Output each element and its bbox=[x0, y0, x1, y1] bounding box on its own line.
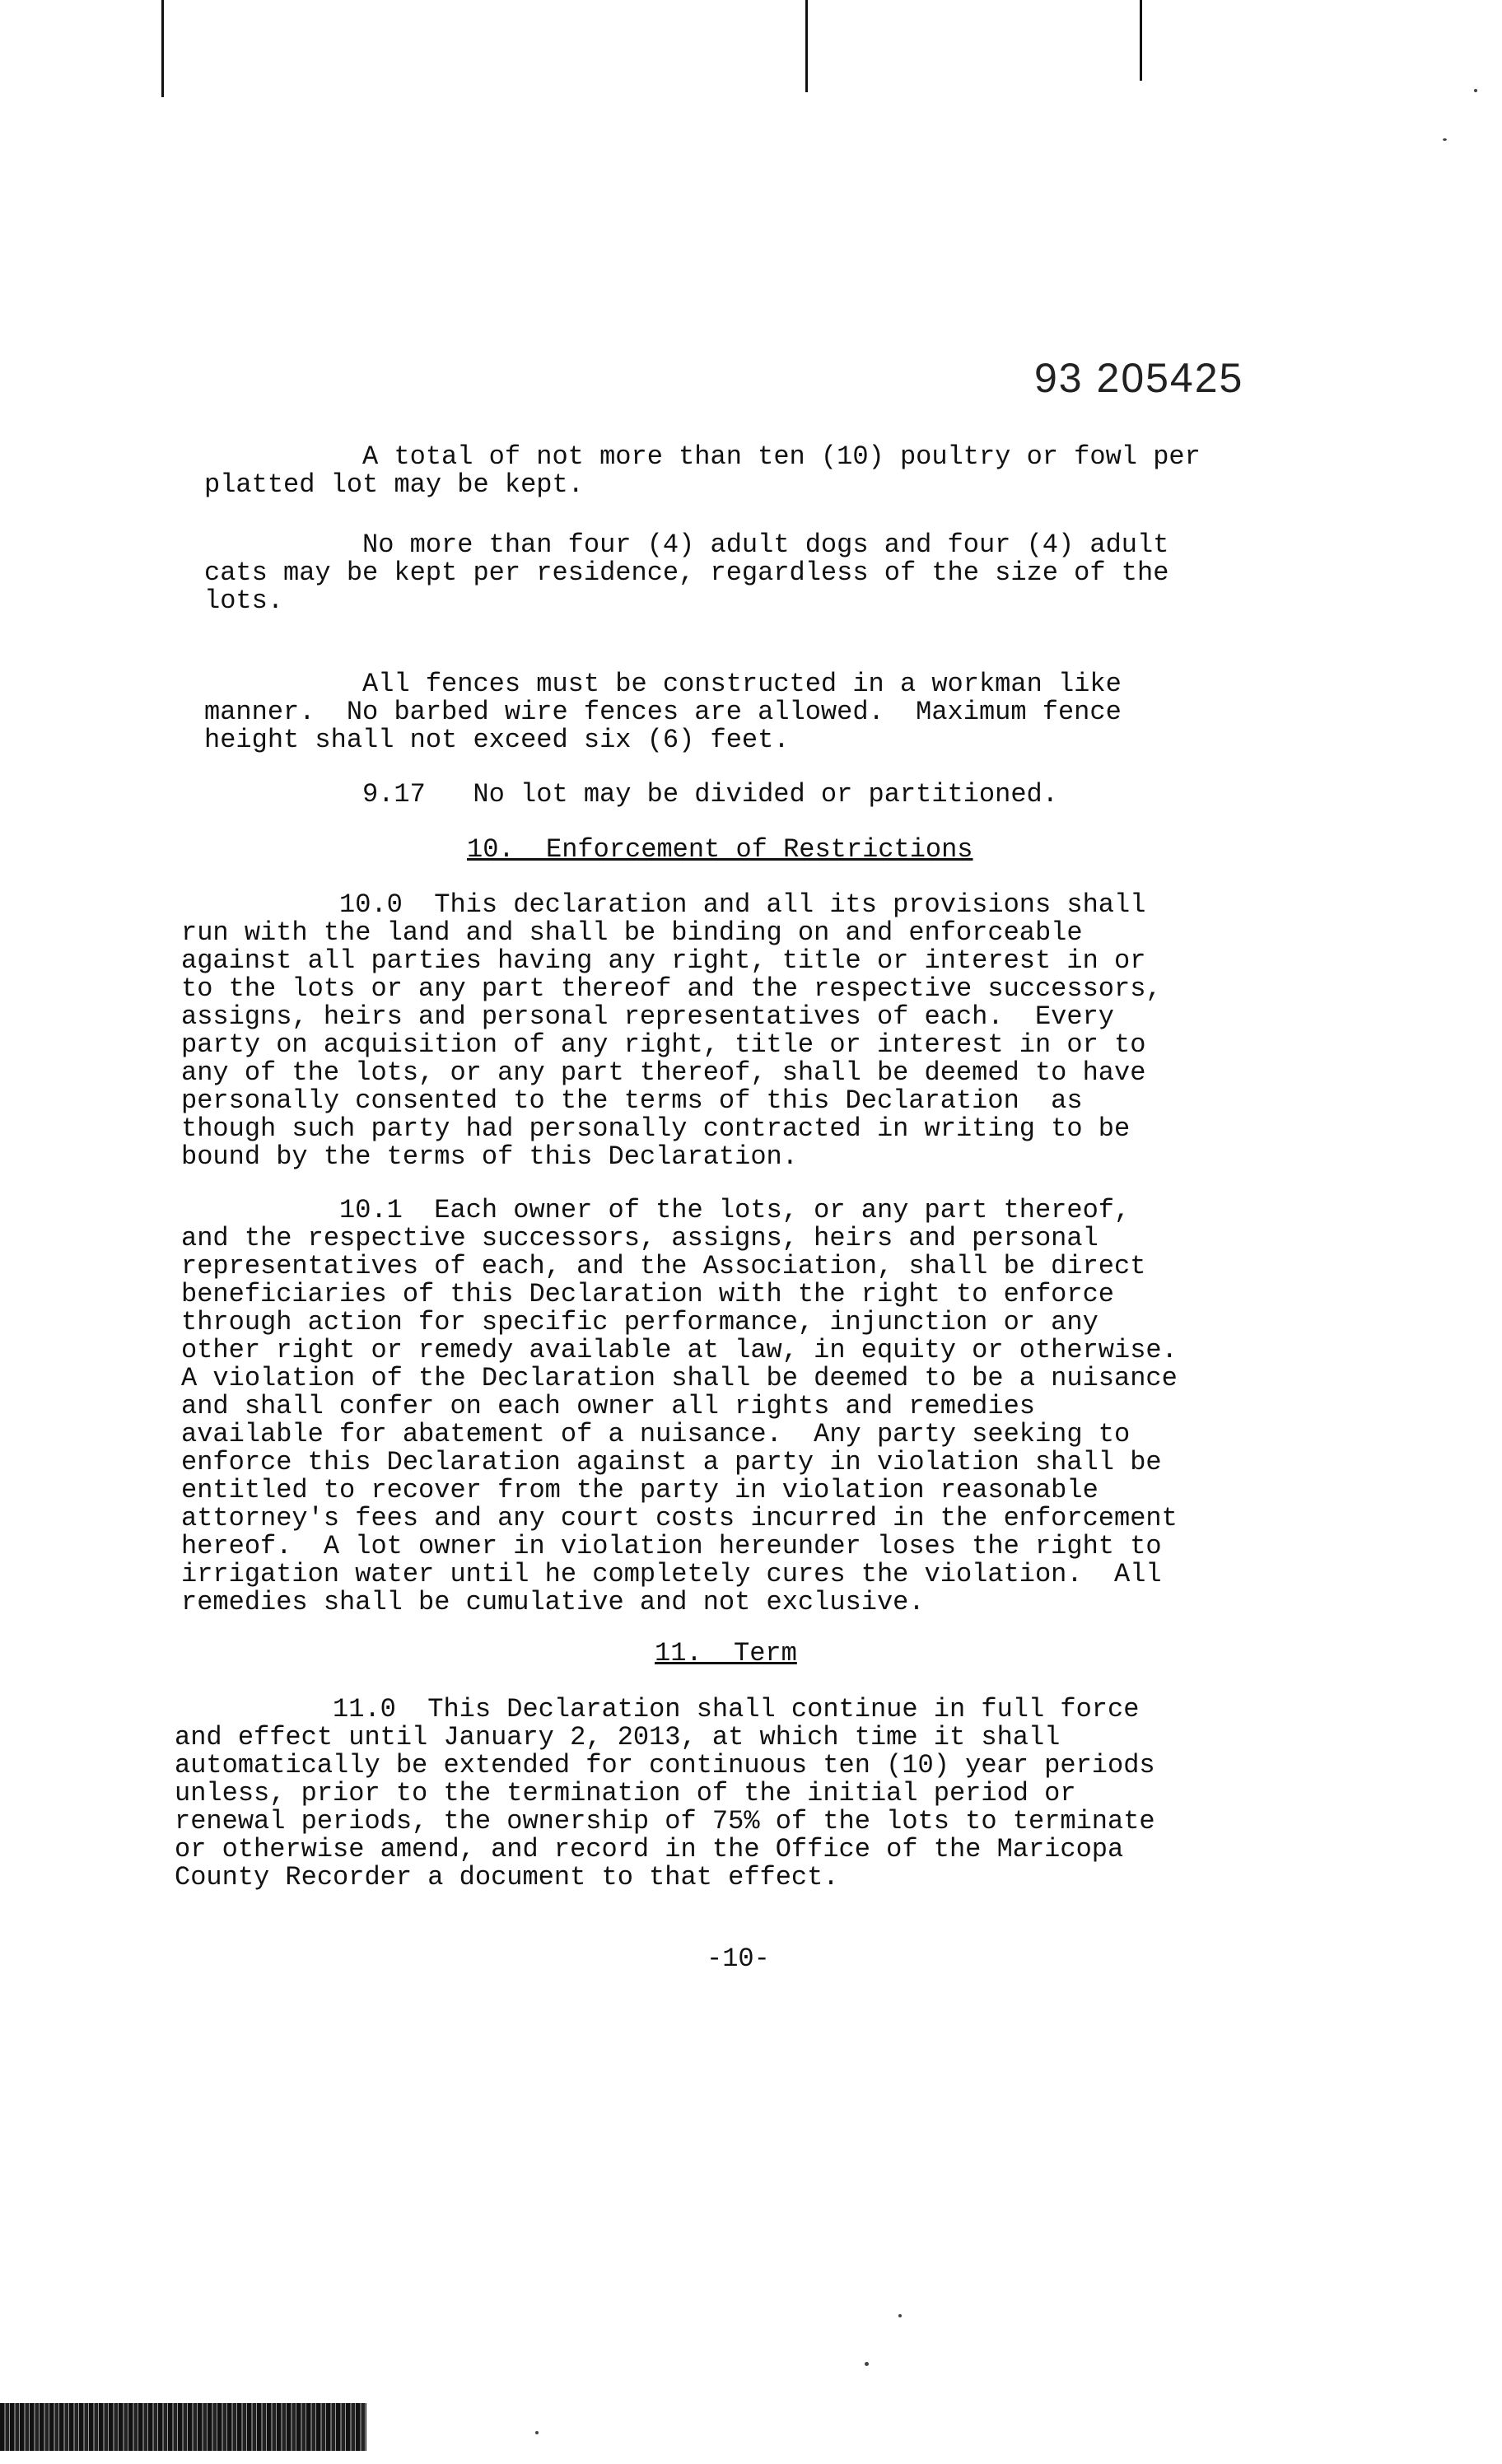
recording-number: 93 205425 bbox=[1034, 355, 1244, 401]
section-10-1: 10.1 Each owner of the lots, or any part thereof, and the respective successors, assigns, heirs and personal representatives of each, and the Association, shall be direct beneficiaries of this Declaration with the right to enforce through action for specific performance, injunction or any other right or remedy available at law, in equity or otherwise. A violation of the Declaration shall be deemed to be a nuisance and shall confer on each owner all rights and remedies available for abatement of a nuisance. Any party seeking to enforce this Declaration against a party in violation shall be entitled to recover from the party in violation reasonable attorney's fees and any court costs incurred in the enforcement hereof. A lot owner in violation hereunder loses the right to irrigation water until he completely cures the violation. All remedies shall be cumulative and not exclusive. bbox=[181, 1195, 1178, 1617]
section-9-17: 9.17 No lot may be divided or partitioned. bbox=[362, 779, 1058, 810]
scan-edge-line bbox=[161, 0, 164, 97]
pets-paragraph: No more than four (4) adult dogs and four (4) adult cats may be kept per residence, regardless of the size of the lots. bbox=[204, 530, 1169, 616]
section-10-0: 10.0 This declaration and all its provisions shall run with the land and shall be binding on and enforceable against all parties having any right, title or interest in or to the lots or any part thereof and the respective successors, assigns, heirs and personal representatives of each. Every party on acquisition of any right, title or interest in or to any of the lots, or any part thereof, shall be deemed to have personally consented to the terms of this Declaration as though such party had personally contracted in writing to be bound by the terms of this Declaration. bbox=[181, 889, 1162, 1172]
heading-enforcement: 10. Enforcement of Restrictions bbox=[467, 834, 973, 865]
scan-speck bbox=[1443, 138, 1447, 141]
section-11-0: 11.0 This Declaration shall continue in full force and effect until January 2, 2013, at which time it shall automatically be extended for continuous ten (10) year periods unless, prior to the termination of the initial period or renewal periods, the ownership of 75% of the lots to terminate or otherwise amend, and record in the Office of the Maricopa County Recorder a document to that effect. bbox=[175, 1694, 1155, 1892]
scan-edge-line bbox=[805, 0, 808, 92]
scan-speck bbox=[1474, 89, 1477, 92]
scan-speck bbox=[865, 2362, 869, 2366]
fences-paragraph: All fences must be constructed in a workman like manner. No barbed wire fences are allowed. Maximum fence height shall not exceed six (6) feet. bbox=[204, 669, 1122, 755]
scan-speck bbox=[898, 2314, 902, 2317]
page-number: -10- bbox=[707, 1944, 770, 1974]
heading-term: 11. Term bbox=[655, 1638, 797, 1668]
poultry-paragraph: A total of not more than ten (10) poultry or fowl per platted lot may be kept. bbox=[204, 441, 1201, 500]
scan-speck bbox=[535, 2431, 539, 2434]
scan-artifact-bar bbox=[0, 2403, 366, 2451]
scan-edge-line bbox=[1140, 0, 1142, 81]
